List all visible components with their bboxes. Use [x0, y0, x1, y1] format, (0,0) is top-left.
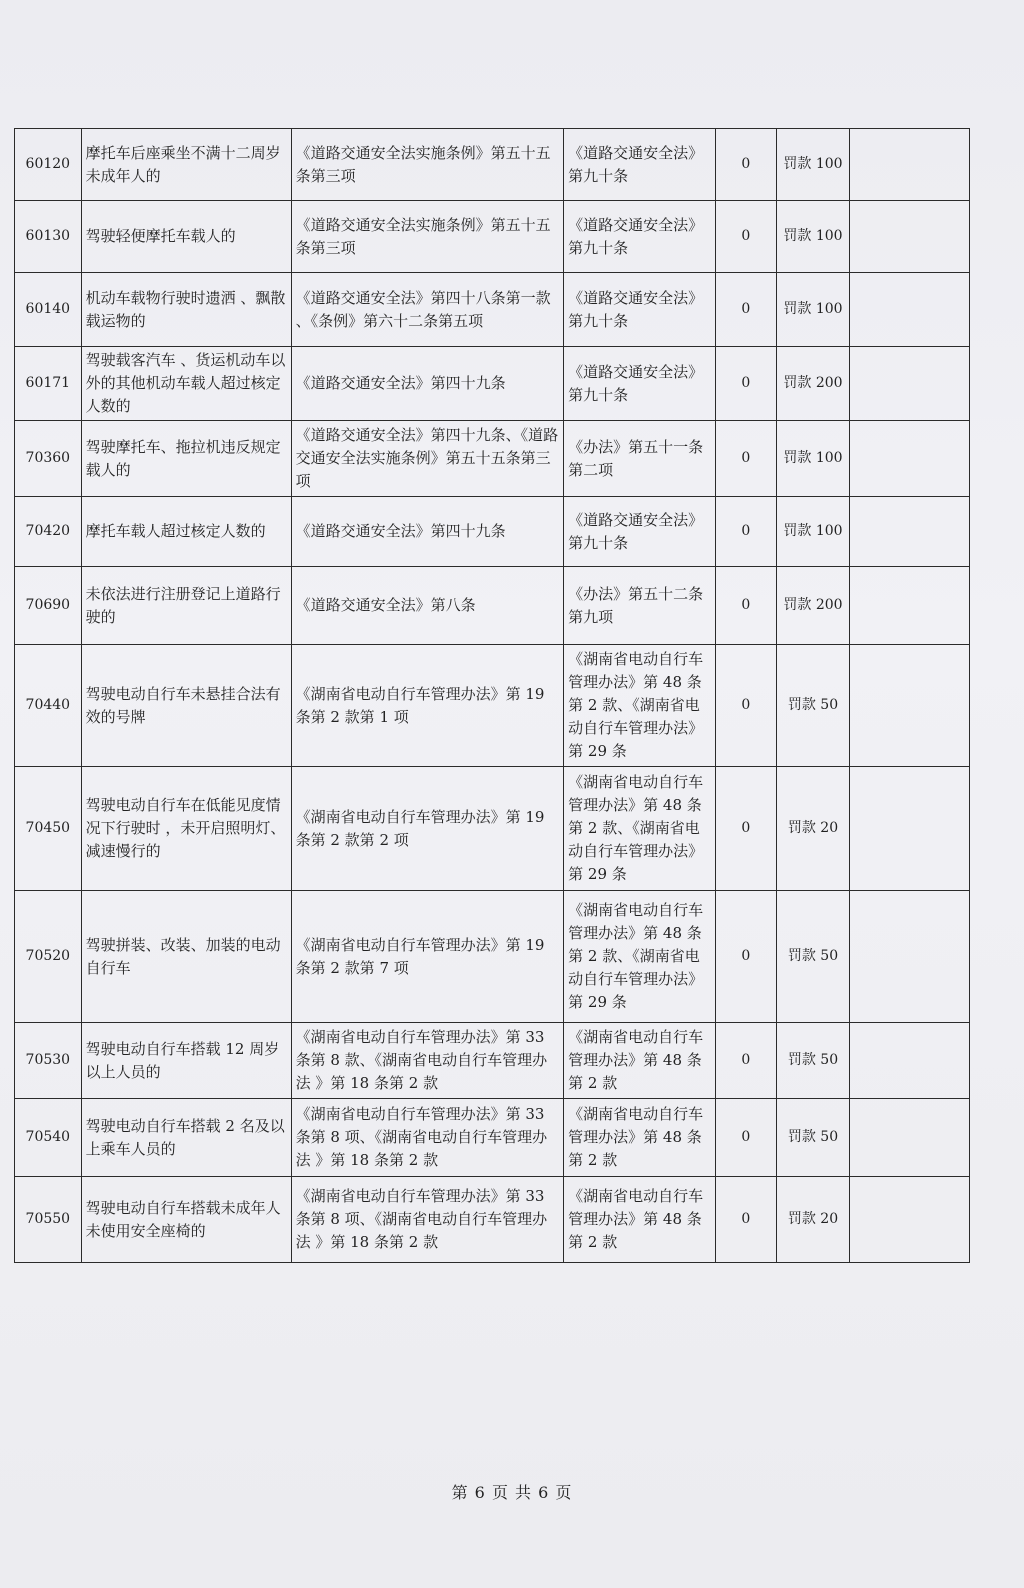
- fine-amount: 罚款 200: [777, 347, 850, 421]
- fine-amount: 罚款 50: [777, 1023, 850, 1099]
- penalty-basis: 《办法》第五十二条第九项: [564, 567, 715, 645]
- penalty-basis: 《道路交通安全法》第九十条: [564, 347, 715, 421]
- demerit-points: 0: [715, 891, 777, 1023]
- violation-code: 70690: [15, 567, 82, 645]
- table-row: [15, 1023, 970, 1099]
- legal-basis: 《湖南省电动自行车管理办法》第 33 条第 8 项、《湖南省电动自行车管理办法 》第 18 条第 2 款: [291, 1099, 564, 1177]
- violation-code: 70530: [15, 1023, 82, 1099]
- demerit-points: 0: [715, 1099, 777, 1177]
- violation-code: 60130: [15, 201, 82, 273]
- violation-behavior: 驾驶轻便摩托车载人的: [81, 201, 291, 273]
- violation-code: 70440: [15, 645, 82, 767]
- remark-cell: [849, 767, 969, 891]
- fine-amount: 罚款 20: [777, 1177, 850, 1263]
- demerit-points: 0: [715, 129, 777, 201]
- penalty-basis: 《办法》第五十一条第二项: [564, 421, 715, 497]
- violation-code: 70540: [15, 1099, 82, 1177]
- remark-cell: [849, 421, 969, 497]
- violation-behavior: 驾驶载客汽车 、货运机动车以外的其他机动车载人超过核定人数的: [81, 347, 291, 421]
- penalty-basis: 《湖南省电动自行车管理办法》第 48 条第 2 款: [564, 1099, 715, 1177]
- penalty-basis: 《道路交通安全法》第九十条: [564, 497, 715, 567]
- fine-amount: 罚款 200: [777, 567, 850, 645]
- violation-behavior: 驾驶电动自行车搭载 12 周岁以上人员的: [81, 1023, 291, 1099]
- fine-amount: 罚款 100: [777, 201, 850, 273]
- violation-behavior: 机动车载物行驶时遗洒 、飘散载运物的: [81, 273, 291, 347]
- violation-behavior: 未依法进行注册登记上道路行驶的: [81, 567, 291, 645]
- violation-behavior: 摩托车后座乘坐不满十二周岁未成年人的: [81, 129, 291, 201]
- remark-cell: [849, 645, 969, 767]
- penalty-basis: 《湖南省电动自行车管理办法》第 48 条第 2 款、《湖南省电动自行车管理办法》第 29 条: [564, 645, 715, 767]
- violation-code: 70420: [15, 497, 82, 567]
- remark-cell: [849, 129, 969, 201]
- violation-behavior: 驾驶拼装、改装、加装的电动自行车: [81, 891, 291, 1023]
- violation-behavior: 驾驶摩托车、拖拉机违反规定载人的: [81, 421, 291, 497]
- demerit-points: 0: [715, 1023, 777, 1099]
- penalty-basis: 《湖南省电动自行车管理办法》第 48 条第 2 款、《湖南省电动自行车管理办法》第 29 条: [564, 891, 715, 1023]
- violation-behavior: 驾驶电动自行车在低能见度情况下行驶时 ，未开启照明灯、 减速慢行的: [81, 767, 291, 891]
- remark-cell: [849, 1023, 969, 1099]
- violation-code: 70550: [15, 1177, 82, 1263]
- violation-code: 60120: [15, 129, 82, 201]
- legal-basis: 《道路交通安全法》第四十九条: [291, 497, 564, 567]
- fine-amount: 罚款 100: [777, 421, 850, 497]
- legal-basis: 《道路交通安全法》第四十九条、《道路交通安全法实施条例》第五十五条第三项: [291, 421, 564, 497]
- penalty-basis: 《湖南省电动自行车管理办法》第 48 条第 2 款: [564, 1177, 715, 1263]
- fine-amount: 罚款 50: [777, 645, 850, 767]
- legal-basis: 《道路交通安全法实施条例》第五十五条第三项: [291, 201, 564, 273]
- page-number: 第 6 页 共 6 页: [451, 1483, 573, 1502]
- violation-code: 60140: [15, 273, 82, 347]
- penalty-basis: 《道路交通安全法》第九十条: [564, 273, 715, 347]
- penalty-basis: 《湖南省电动自行车管理办法》第 48 条第 2 款: [564, 1023, 715, 1099]
- violation-code: 70360: [15, 421, 82, 497]
- remark-cell: [849, 891, 969, 1023]
- fine-amount: 罚款 50: [777, 1099, 850, 1177]
- legal-basis: 《道路交通安全法》第八条: [291, 567, 564, 645]
- legal-basis: 《湖南省电动自行车管理办法》第 19 条第 2 款第 2 项: [291, 767, 564, 891]
- legal-basis: 《湖南省电动自行车管理办法》第 33 条第 8 项、《湖南省电动自行车管理办法 》第 18 条第 2 款: [291, 1177, 564, 1263]
- demerit-points: 0: [715, 201, 777, 273]
- table-row: [15, 129, 970, 201]
- demerit-points: 0: [715, 497, 777, 567]
- demerit-points: 0: [715, 567, 777, 645]
- demerit-points: 0: [715, 273, 777, 347]
- fine-amount: 罚款 100: [777, 273, 850, 347]
- demerit-points: 0: [715, 645, 777, 767]
- remark-cell: [849, 1099, 969, 1177]
- fine-amount: 罚款 50: [777, 891, 850, 1023]
- legal-basis: 《湖南省电动自行车管理办法》第 33 条第 8 款、《湖南省电动自行车管理办法 》第 18 条第 2 款: [291, 1023, 564, 1099]
- table-row: [15, 421, 970, 497]
- fine-amount: 罚款 100: [777, 497, 850, 567]
- violation-behavior: 驾驶电动自行车未悬挂合法有效的号牌: [81, 645, 291, 767]
- demerit-points: 0: [715, 347, 777, 421]
- violation-behavior: 驾驶电动自行车搭载 2 名及以上乘车人员的: [81, 1099, 291, 1177]
- violation-code: 60171: [15, 347, 82, 421]
- table-row: [15, 645, 970, 767]
- demerit-points: 0: [715, 767, 777, 891]
- table-row: [15, 891, 970, 1023]
- legal-basis: 《道路交通安全法》第四十八条第一款 、《条例》第六十二条第五项: [291, 273, 564, 347]
- legal-basis: 《道路交通安全法实施条例》第五十五条第三项: [291, 129, 564, 201]
- penalty-basis: 《道路交通安全法》第九十条: [564, 129, 715, 201]
- demerit-points: 0: [715, 421, 777, 497]
- table-row: [15, 567, 970, 645]
- violation-behavior: 驾驶电动自行车搭载未成年人未使用安全座椅的: [81, 1177, 291, 1263]
- table-row: [15, 201, 970, 273]
- violation-behavior: 摩托车载人超过核定人数的: [81, 497, 291, 567]
- remark-cell: [849, 1177, 969, 1263]
- violation-table: [14, 128, 970, 1263]
- fine-amount: 罚款 100: [777, 129, 850, 201]
- remark-cell: [849, 201, 969, 273]
- remark-cell: [849, 567, 969, 645]
- remark-cell: [849, 497, 969, 567]
- table-row: [15, 1177, 970, 1263]
- remark-cell: [849, 273, 969, 347]
- legal-basis: 《湖南省电动自行车管理办法》第 19 条第 2 款第 1 项: [291, 645, 564, 767]
- fine-amount: 罚款 20: [777, 767, 850, 891]
- violation-code: 70450: [15, 767, 82, 891]
- table-row: [15, 767, 970, 891]
- table-row: [15, 1099, 970, 1177]
- table-row: [15, 347, 970, 421]
- table-row: [15, 497, 970, 567]
- legal-basis: 《湖南省电动自行车管理办法》第 19 条第 2 款第 7 项: [291, 891, 564, 1023]
- demerit-points: 0: [715, 1177, 777, 1263]
- penalty-basis: 《道路交通安全法》第九十条: [564, 201, 715, 273]
- table-row: [15, 273, 970, 347]
- table-body: [15, 129, 970, 1263]
- remark-cell: [849, 347, 969, 421]
- penalty-basis: 《湖南省电动自行车管理办法》第 48 条第 2 款、《湖南省电动自行车管理办法》第 29 条: [564, 767, 715, 891]
- legal-basis: 《道路交通安全法》第四十九条: [291, 347, 564, 421]
- violation-code: 70520: [15, 891, 82, 1023]
